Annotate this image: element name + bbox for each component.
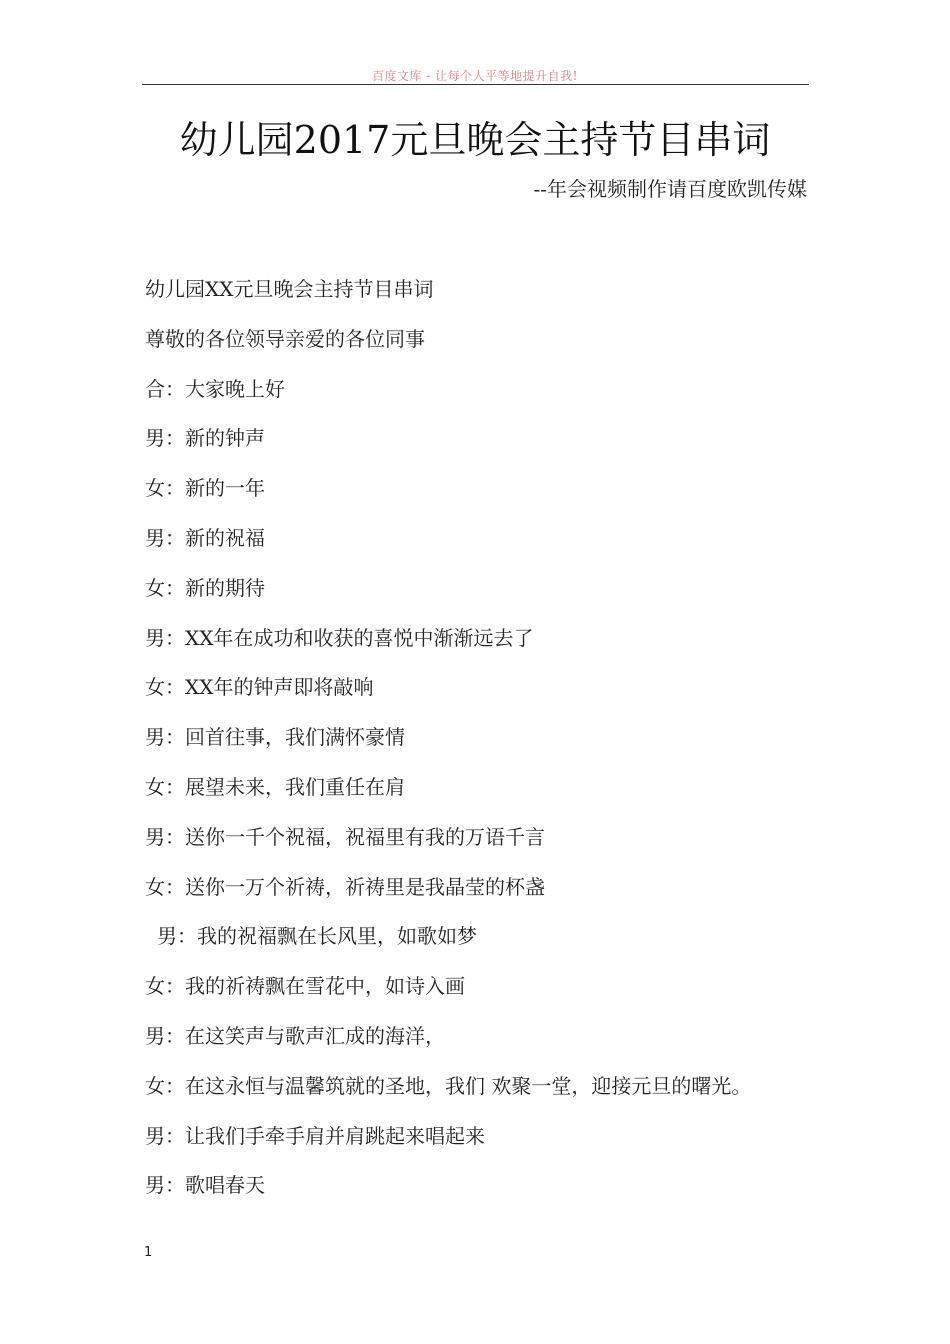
body-line: 男：XX年在成功和收获的喜悦中渐渐远去了 [145, 625, 534, 650]
body-line: 男：歌唱春天 [145, 1173, 265, 1198]
header-divider [142, 84, 809, 85]
body-line: 女：在这永恒与温馨筑就的圣地，我们 欢聚一堂，迎接元旦的曙光。 [145, 1073, 752, 1098]
body-line: 男：在这笑声与歌声汇成的海洋， [145, 1023, 445, 1048]
body-line: 女：送你一万个祈祷，祈祷里是我晶莹的杯盏 [145, 874, 545, 899]
body-line: 男：新的祝福 [145, 525, 265, 550]
body-line: 男：新的钟声 [145, 426, 265, 451]
body-line: 女：新的一年 [145, 476, 265, 501]
body-line: 幼儿园XX元旦晚会主持节目串词 [145, 277, 434, 301]
body-line: 男：送你一千个祝福，祝福里有我的万语千言 [145, 824, 545, 849]
page-number: 1 [144, 1245, 153, 1260]
body-line: 男：回首往事，我们满怀豪情 [145, 725, 405, 750]
body-line: 女：我的祈祷飘在雪花中，如诗入画 [145, 974, 465, 999]
body-line: 尊敬的各位领导亲爱的各位同事 [145, 326, 425, 351]
body-line: 女：XX年的钟声即将敲响 [145, 675, 374, 700]
body-line: 男：我的祝福飘在长风里，如歌如梦 [157, 924, 477, 949]
body-line: 男：让我们手牵手肩并肩跳起来唱起来 [145, 1123, 485, 1148]
page-header-watermark: 百度文库 - 让每个人平等地提升自我! [371, 69, 578, 83]
body-line: 合：大家晚上好 [145, 376, 285, 401]
body-line: 女：展望未来，我们重任在肩 [145, 774, 405, 799]
document-title: 幼儿园2017元旦晚会主持节目串词 [179, 118, 771, 162]
body-line: 女：新的期待 [145, 575, 265, 600]
document-subtitle: --年会视频制作请百度欧凯传媒 [533, 177, 807, 201]
document-body [145, 274, 825, 1220]
